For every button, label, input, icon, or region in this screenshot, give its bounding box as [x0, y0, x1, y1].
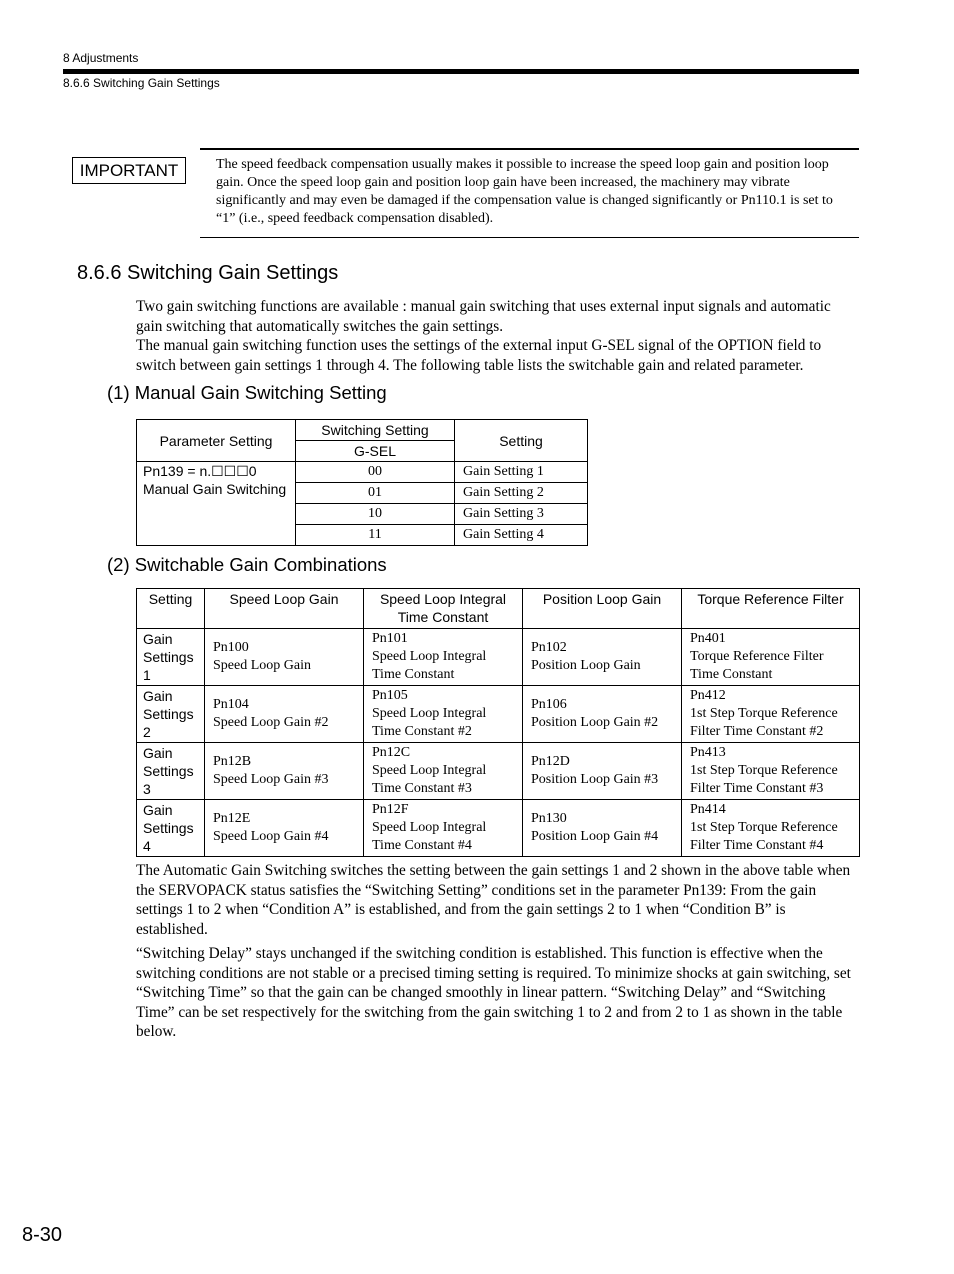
subsection-title-manual: (1) Manual Gain Switching Setting	[107, 382, 387, 403]
cell-line: Filter Time Constant #4	[690, 838, 824, 853]
cell-line: Pn106	[531, 697, 567, 712]
cell-line: Position Loop Gain	[531, 658, 641, 673]
speed-loop-integral-cell	[364, 743, 523, 800]
cell-line: Position Loop Gain #3	[531, 772, 659, 787]
position-loop-gain-cell	[523, 686, 682, 743]
cell-line: Speed Loop Gain #4	[213, 829, 329, 844]
cell-line: Settings	[143, 820, 194, 836]
table-row	[137, 800, 860, 857]
cell-line: Gain	[143, 745, 173, 761]
cell-line: Position Loop Gain #4	[531, 829, 659, 844]
body-paragraph: The Automatic Gain Switching switches the setting between the gain settings 1 and 2 shown in the above table when the SERVOPACK status satisfies the “Switching Setting” conditions set in the parameter Pn139: From the gain settings 1 to 2 when “Condition A” is established, and from the gain settings 2 to 1 when “Condition B” is established.	[136, 862, 851, 938]
speed-loop-integral-cell	[364, 686, 523, 743]
gsel-value: 11	[296, 525, 455, 546]
speed-loop-gain-cell	[205, 686, 364, 743]
cell-line: Torque Reference Filter	[690, 649, 824, 664]
important-top-rule	[200, 148, 859, 150]
important-bottom-rule	[200, 237, 859, 238]
cell-line: Gain	[143, 802, 173, 818]
cell-line: Pn414	[690, 802, 726, 817]
cell-line: Speed Loop Integral	[372, 706, 487, 721]
section-intro	[136, 297, 858, 375]
gain-setting-value: Gain Setting 4	[455, 525, 588, 546]
header-speed-loop-integral	[364, 589, 523, 629]
table-row	[137, 629, 860, 686]
gsel-value: 00	[296, 462, 455, 483]
gsel-value: 10	[296, 504, 455, 525]
cell-line: Pn12E	[213, 811, 251, 826]
important-text: The speed feedback compensation usually makes it possible to increase the speed loop gain and position loop gain. Once the speed loop gain and position loop gain have been increased, the machinery may vibrate significantly and may even be damaged if the compensation value is changed significantly or Pn110.1 is set to “1” (i.e., speed feedback compensation disabled).	[216, 157, 833, 226]
cell-line: 2	[143, 724, 151, 740]
speed-loop-integral-cell	[364, 800, 523, 857]
cell-line: Speed Loop Integral	[372, 820, 487, 835]
cell-line: Pn12C	[372, 745, 411, 760]
header-speed-loop-gain: Speed Loop Gain	[205, 589, 364, 629]
cell-line: Gain	[143, 688, 173, 704]
gain-combinations-table	[136, 588, 860, 857]
speed-loop-gain-cell	[205, 800, 364, 857]
cell-line: Time Constant #3	[372, 781, 472, 796]
speed-loop-gain-cell	[205, 629, 364, 686]
torque-filter-cell	[682, 629, 860, 686]
cell-line: Pn101	[372, 631, 408, 646]
intro-paragraph: The manual gain switching function uses the settings of the external input G-SEL signal of the OPTION field to switch between gain settings 1 through 4. The following table lists the switchable gain and related parameter.	[136, 337, 822, 374]
cell-line: Time Constant	[372, 667, 455, 682]
gain-setting-value: Gain Setting 3	[455, 504, 588, 525]
cell-line: Pn413	[690, 745, 726, 760]
header-line: Time Constant	[397, 609, 489, 625]
cell-line: Time Constant	[690, 667, 773, 682]
parameter-value: Pn139 = n.☐☐☐0	[143, 463, 257, 479]
torque-filter-cell	[682, 743, 860, 800]
cell-line: Time Constant #4	[372, 838, 472, 853]
cell-line: Pn12B	[213, 754, 252, 769]
table-row	[137, 743, 860, 800]
cell-line: 1st Step Torque Reference	[690, 763, 838, 778]
header-switching-setting: Switching Setting	[296, 420, 455, 441]
header-line: Speed Loop Integral	[379, 591, 507, 607]
cell-line: Speed Loop Integral	[372, 763, 487, 778]
position-loop-gain-cell	[523, 629, 682, 686]
cell-line: Filter Time Constant #3	[690, 781, 824, 796]
subsection-title-combinations: (2) Switchable Gain Combinations	[107, 554, 387, 575]
cell-line: 1	[143, 667, 151, 683]
cell-line: Settings	[143, 649, 194, 665]
setting-cell	[137, 800, 205, 857]
speed-loop-integral-cell	[364, 629, 523, 686]
cell-line: Position Loop Gain #2	[531, 715, 659, 730]
cell-line: Settings	[143, 706, 194, 722]
cell-line: Pn100	[213, 640, 249, 655]
cell-line: Pn105	[372, 688, 408, 703]
torque-filter-cell	[682, 686, 860, 743]
cell-line: Pn130	[531, 811, 567, 826]
header-chapter: 8 Adjustments	[63, 51, 139, 65]
cell-line: Pn102	[531, 640, 567, 655]
cell-line: Speed Loop Gain	[213, 658, 311, 673]
position-loop-gain-cell	[523, 800, 682, 857]
intro-paragraph: Two gain switching functions are available : manual gain switching that uses external input signals and automatic gain switching that automatically switches the gain settings.	[136, 298, 831, 335]
cell-line: Pn12D	[531, 754, 570, 769]
position-loop-gain-cell	[523, 743, 682, 800]
cell-line: Pn12F	[372, 802, 409, 817]
cell-line: 1st Step Torque Reference	[690, 820, 838, 835]
cell-line: Speed Loop Gain #3	[213, 772, 329, 787]
cell-line: Pn104	[213, 697, 249, 712]
header-section: 8.6.6 Switching Gain Settings	[63, 76, 220, 90]
body-paragraph: “Switching Delay” stays unchanged if the switching condition is established. This function is effective when the switching conditions are not stable or a precised timing setting is required. To minimize shocks at gain switching, set “Switching Time” so that the gain can be changed smoothly in linear pattern. “Switching Delay” and “Switching Time” can be set respectively for the switching from the gain switching 1 to 2 and from 2 to 1 as shown in the table below.	[136, 945, 851, 1040]
header-position-loop-gain: Position Loop Gain	[523, 589, 682, 629]
setting-cell	[137, 629, 205, 686]
cell-line: 3	[143, 781, 151, 797]
gsel-value: 01	[296, 483, 455, 504]
header-torque-reference-filter: Torque Reference Filter	[682, 589, 860, 629]
header-parameter-setting: Parameter Setting	[137, 420, 296, 462]
cell-line: 1st Step Torque Reference	[690, 706, 838, 721]
parameter-mode: Manual Gain Switching	[143, 481, 287, 497]
gain-setting-value: Gain Setting 1	[455, 462, 588, 483]
cell-line: Gain	[143, 631, 173, 647]
setting-cell	[137, 743, 205, 800]
speed-loop-gain-cell	[205, 743, 364, 800]
header-gsel: G-SEL	[296, 441, 455, 462]
automatic-switching-text	[136, 861, 858, 1047]
table-row	[137, 686, 860, 743]
cell-line: Pn401	[690, 631, 726, 646]
cell-line: Time Constant #2	[372, 724, 472, 739]
header-setting: Setting	[137, 589, 205, 629]
cell-line: Speed Loop Gain #2	[213, 715, 329, 730]
cell-line: Settings	[143, 763, 194, 779]
section-title: 8.6.6 Switching Gain Settings	[77, 262, 339, 284]
setting-cell	[137, 686, 205, 743]
parameter-cell	[137, 462, 296, 546]
cell-line: Speed Loop Integral	[372, 649, 487, 664]
header-setting: Setting	[455, 420, 588, 462]
important-label: IMPORTANT	[72, 157, 186, 184]
cell-line: Filter Time Constant #2	[690, 724, 824, 739]
gain-setting-value: Gain Setting 2	[455, 483, 588, 504]
cell-line: Pn412	[690, 688, 726, 703]
header-rule	[63, 69, 859, 74]
cell-line: 4	[143, 838, 151, 854]
manual-gain-table	[136, 419, 588, 546]
page-number: 8-30	[22, 1224, 63, 1246]
torque-filter-cell	[682, 800, 860, 857]
